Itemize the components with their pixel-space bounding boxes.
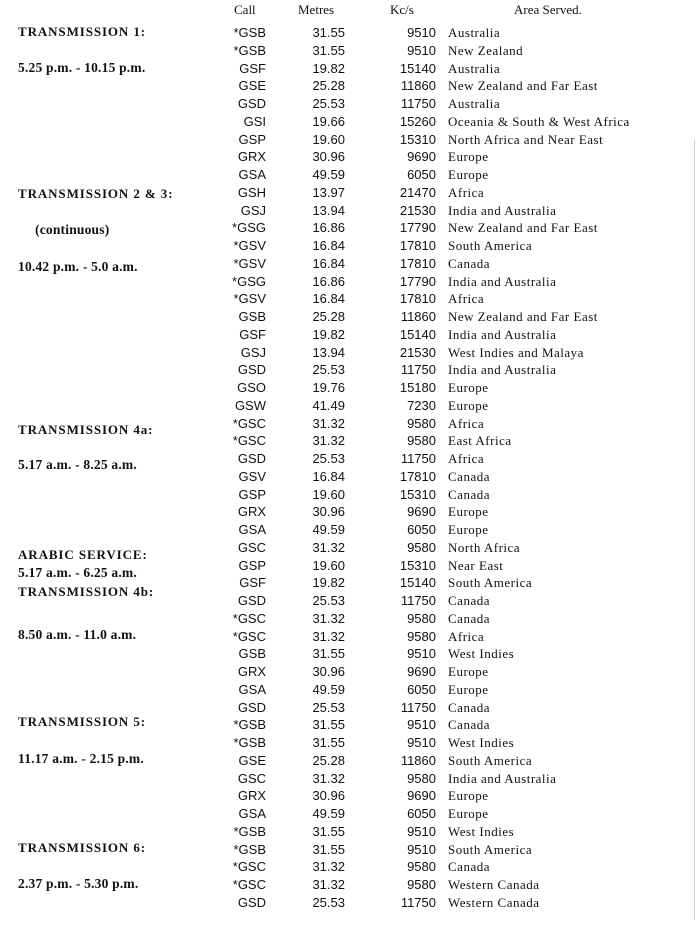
table-row xyxy=(0,877,700,895)
table-row xyxy=(0,504,700,522)
table-row xyxy=(0,416,700,434)
area-served: Australia xyxy=(448,25,501,40)
call-sign: GSB xyxy=(238,646,266,662)
label-transmission-6: TRANSMISSION 6: xyxy=(18,840,146,855)
table-row xyxy=(0,114,700,132)
frequency-kcs: 9510 xyxy=(407,717,436,733)
call-sign: *GSB xyxy=(233,735,266,750)
call-sign: *GSV xyxy=(233,255,266,271)
wavelength-metres: 31.55 xyxy=(312,735,345,750)
area-served: India and Australia xyxy=(448,326,557,342)
table-row xyxy=(0,291,700,309)
area-served: India and Australia xyxy=(448,202,557,218)
wavelength-metres: 13.94 xyxy=(312,202,345,218)
wavelength-metres: 13.94 xyxy=(312,344,345,360)
table-row xyxy=(0,362,700,380)
label-transmission-4b: TRANSMISSION 4b: xyxy=(18,584,155,599)
table-row xyxy=(0,345,700,363)
call-sign: *GSB xyxy=(233,823,266,839)
header-metres: Metres xyxy=(298,2,335,17)
call-sign: GSA xyxy=(238,522,266,537)
call-sign: GSD xyxy=(237,96,266,111)
call-sign: *GSC xyxy=(232,433,266,449)
table-row xyxy=(0,327,700,345)
frequency-kcs: 17810 xyxy=(399,468,436,484)
call-sign: *GSC xyxy=(232,877,266,892)
call-sign: GSW xyxy=(234,397,266,413)
frequency-kcs: 11750 xyxy=(400,96,436,111)
area-served: Africa xyxy=(448,291,485,307)
call-sign: GRX xyxy=(237,664,266,679)
frequency-kcs: 9580 xyxy=(407,539,436,555)
call-sign: GRX xyxy=(237,788,266,804)
header-area-served: Area Served. xyxy=(514,2,582,17)
table-row xyxy=(0,771,700,789)
wavelength-metres: 16.84 xyxy=(312,238,345,253)
area-served: Near East xyxy=(448,557,504,573)
area-served: Canada xyxy=(448,486,490,502)
frequency-kcs: 11750 xyxy=(400,699,436,715)
frequency-kcs: 11750 xyxy=(400,894,436,910)
area-served: North Africa xyxy=(448,539,521,555)
wavelength-metres: 19.82 xyxy=(312,60,345,76)
call-sign: GSJ xyxy=(240,344,266,360)
wavelength-metres: 16.86 xyxy=(312,220,345,236)
area-served: Europe xyxy=(448,681,489,697)
wavelength-metres: 31.32 xyxy=(312,415,345,431)
call-sign: GSD xyxy=(237,593,266,608)
wavelength-metres: 49.59 xyxy=(312,806,345,821)
area-served: Europe xyxy=(448,167,489,182)
table-row xyxy=(0,806,700,824)
table-row xyxy=(0,558,700,576)
wavelength-metres: 30.96 xyxy=(312,788,345,804)
wavelength-metres: 25.53 xyxy=(312,362,345,378)
label-arabic-service-time: 5.17 a.m. - 6.25 a.m. xyxy=(18,565,137,580)
table-row xyxy=(0,487,700,505)
area-served: Europe xyxy=(448,806,489,821)
area-served: Western Canada xyxy=(448,877,540,892)
call-sign: GSE xyxy=(238,78,266,94)
frequency-kcs: 17810 xyxy=(399,291,436,307)
area-served: India and Australia xyxy=(448,273,557,289)
frequency-kcs: 11750 xyxy=(400,362,436,378)
frequency-kcs: 9510 xyxy=(407,823,436,839)
table-row xyxy=(0,735,700,753)
frequency-kcs: 9510 xyxy=(407,735,436,750)
wavelength-metres: 31.32 xyxy=(312,539,345,555)
area-served: North Africa and Near East xyxy=(448,131,604,147)
table-row xyxy=(0,398,700,416)
area-served: New Zealand and Far East xyxy=(448,220,598,236)
area-served: New Zealand xyxy=(448,42,524,58)
area-served: Europe xyxy=(448,149,489,165)
area-served: New Zealand and Far East xyxy=(448,78,598,94)
area-served: Europe xyxy=(448,380,489,395)
frequency-kcs: 9690 xyxy=(407,664,436,679)
area-served: South America xyxy=(448,841,533,857)
wavelength-metres: 31.55 xyxy=(312,25,345,40)
table-row xyxy=(0,167,700,185)
area-served: South America xyxy=(448,238,533,253)
call-sign: GRX xyxy=(237,149,266,165)
frequency-kcs: 9580 xyxy=(407,628,436,644)
table-row xyxy=(0,824,700,842)
call-sign: GSA xyxy=(238,167,266,182)
call-sign: GSP xyxy=(238,557,266,573)
call-sign: *GSG xyxy=(232,273,266,289)
frequency-kcs: 15140 xyxy=(399,575,436,591)
frequency-kcs: 21530 xyxy=(399,202,436,218)
label-transmission-2-3-time: 10.42 p.m. - 5.0 a.m. xyxy=(18,259,138,274)
call-sign: GSD xyxy=(237,362,266,378)
call-sign: *GSB xyxy=(233,42,266,58)
call-sign: GSA xyxy=(238,806,266,821)
wavelength-metres: 16.86 xyxy=(312,273,345,289)
label-transmission-5-time: 11.17 a.m. - 2.15 p.m. xyxy=(18,751,144,766)
wavelength-metres: 31.32 xyxy=(312,610,345,626)
call-sign: *GSB xyxy=(233,25,266,40)
wavelength-metres: 31.32 xyxy=(312,877,345,892)
call-sign: GSF xyxy=(239,60,266,76)
call-sign: *GSC xyxy=(232,859,266,875)
area-served: Canada xyxy=(448,699,490,715)
frequency-kcs: 6050 xyxy=(407,806,436,821)
call-sign: GSO xyxy=(237,380,266,395)
frequency-kcs: 17790 xyxy=(399,220,436,236)
area-served: Canada xyxy=(448,610,490,626)
call-sign: GSD xyxy=(237,451,266,466)
wavelength-metres: 25.28 xyxy=(312,752,345,768)
area-served: Western Canada xyxy=(448,894,540,910)
area-served: Australia xyxy=(448,60,501,76)
area-served: West Indies xyxy=(448,823,515,839)
area-served: West Indies and Malaya xyxy=(448,344,584,360)
frequency-kcs: 9580 xyxy=(407,415,436,431)
wavelength-metres: 25.28 xyxy=(312,309,345,324)
table-row xyxy=(0,433,700,451)
area-served: Canada xyxy=(448,593,490,608)
table-row xyxy=(0,540,700,558)
area-served: Australia xyxy=(448,96,501,111)
table-row xyxy=(0,895,700,913)
frequency-kcs: 6050 xyxy=(407,522,436,537)
wavelength-metres: 31.32 xyxy=(312,859,345,875)
call-sign: *GSB xyxy=(233,841,266,857)
table-row xyxy=(0,185,700,203)
area-served: South America xyxy=(448,575,533,591)
frequency-kcs: 11750 xyxy=(400,451,436,466)
wavelength-metres: 31.55 xyxy=(312,823,345,839)
call-sign: GSD xyxy=(237,894,266,910)
frequency-kcs: 9580 xyxy=(407,433,436,449)
frequency-kcs: 9690 xyxy=(407,149,436,165)
call-sign: *GSV xyxy=(233,238,266,253)
area-served: Africa xyxy=(448,184,485,200)
header-call: Call xyxy=(234,2,256,17)
label-transmission-5: TRANSMISSION 5: xyxy=(18,714,146,729)
frequency-kcs: 9580 xyxy=(407,610,436,626)
frequency-kcs: 15260 xyxy=(399,113,436,129)
table-row xyxy=(0,575,700,593)
wavelength-metres: 16.84 xyxy=(312,291,345,307)
table-row xyxy=(0,203,700,221)
frequency-kcs: 9580 xyxy=(407,877,436,892)
call-sign: GSB xyxy=(238,309,266,324)
call-sign: GSP xyxy=(238,131,266,147)
table-row xyxy=(0,256,700,274)
label-arabic-service: ARABIC SERVICE: xyxy=(18,547,148,562)
call-sign: *GSB xyxy=(233,717,266,733)
call-sign: GSI xyxy=(243,113,266,129)
wavelength-metres: 19.82 xyxy=(312,575,345,591)
frequency-kcs: 9510 xyxy=(407,841,436,857)
table-row xyxy=(0,522,700,540)
table-row xyxy=(0,78,700,96)
call-sign: GSF xyxy=(239,326,266,342)
wavelength-metres: 25.53 xyxy=(312,699,345,715)
table-row xyxy=(0,646,700,664)
table-row xyxy=(0,43,700,61)
frequency-kcs: 9510 xyxy=(407,25,436,40)
frequency-kcs: 11860 xyxy=(400,78,436,94)
call-sign: *GSG xyxy=(232,220,266,236)
wavelength-metres: 31.55 xyxy=(312,42,345,58)
frequency-kcs: 9580 xyxy=(407,859,436,875)
call-sign: GSJ xyxy=(240,202,266,218)
table-row xyxy=(0,451,700,469)
label-transmission-1-time: 5.25 p.m. - 10.15 p.m. xyxy=(18,60,146,75)
area-served: New Zealand and Far East xyxy=(448,309,598,324)
table-row xyxy=(0,611,700,629)
wavelength-metres: 49.59 xyxy=(312,522,345,537)
frequency-kcs: 15180 xyxy=(399,380,436,395)
wavelength-metres: 31.55 xyxy=(312,717,345,733)
wavelength-metres: 49.59 xyxy=(312,167,345,182)
area-served: South America xyxy=(448,752,533,768)
area-served: India and Australia xyxy=(448,770,557,786)
table-row xyxy=(0,132,700,150)
table-row xyxy=(0,593,700,611)
frequency-kcs: 17810 xyxy=(399,255,436,271)
area-served: East Africa xyxy=(448,433,512,449)
table-row xyxy=(0,96,700,114)
call-sign: *GSC xyxy=(232,415,266,431)
wavelength-metres: 16.84 xyxy=(312,255,345,271)
area-served: Europe xyxy=(448,397,489,413)
area-served: Africa xyxy=(448,415,485,431)
wavelength-metres: 19.60 xyxy=(312,486,345,502)
label-transmission-1: TRANSMISSION 1: xyxy=(18,24,146,39)
table-row xyxy=(0,842,700,860)
frequency-kcs: 15310 xyxy=(399,486,436,502)
table-row xyxy=(0,238,700,256)
area-served: Europe xyxy=(448,664,489,679)
wavelength-metres: 19.60 xyxy=(312,557,345,573)
frequency-kcs: 21530 xyxy=(399,344,436,360)
call-sign: GRX xyxy=(237,504,266,520)
frequency-kcs: 11750 xyxy=(400,593,436,608)
call-sign: GSF xyxy=(239,575,266,591)
label-continuous: (continuous) xyxy=(35,222,110,237)
frequency-kcs: 17810 xyxy=(399,238,436,253)
call-sign: GSE xyxy=(238,752,266,768)
frequency-kcs: 11860 xyxy=(400,752,436,768)
wavelength-metres: 41.49 xyxy=(312,397,345,413)
frequency-kcs: 15310 xyxy=(399,131,436,147)
call-sign: GSH xyxy=(237,184,266,200)
frequency-kcs: 6050 xyxy=(407,681,436,697)
table-row xyxy=(0,380,700,398)
wavelength-metres: 31.55 xyxy=(312,841,345,857)
area-served: Africa xyxy=(448,628,485,644)
call-sign: GSD xyxy=(237,699,266,715)
table-row xyxy=(0,753,700,771)
area-served: Oceania & South & West Africa xyxy=(448,113,630,129)
wavelength-metres: 19.66 xyxy=(312,113,345,129)
frequency-kcs: 15310 xyxy=(399,557,436,573)
wavelength-metres: 30.96 xyxy=(312,664,345,679)
frequency-kcs: 15140 xyxy=(399,60,436,76)
table-row xyxy=(0,309,700,327)
wavelength-metres: 16.84 xyxy=(312,468,345,484)
frequency-kcs: 9690 xyxy=(407,504,436,520)
wavelength-metres: 25.53 xyxy=(312,96,345,111)
wavelength-metres: 30.96 xyxy=(312,149,345,165)
wavelength-metres: 30.96 xyxy=(312,504,345,520)
area-served: Canada xyxy=(448,717,490,733)
table-row xyxy=(0,717,700,735)
header-kcs: Kc/s xyxy=(390,2,414,17)
frequency-kcs: 6050 xyxy=(407,167,436,182)
call-sign: GSA xyxy=(238,681,266,697)
label-transmission-2-3: TRANSMISSION 2 & 3: xyxy=(18,186,174,201)
area-served: India and Australia xyxy=(448,362,557,378)
table-row xyxy=(0,220,700,238)
table-row xyxy=(0,25,700,43)
table-row xyxy=(0,274,700,292)
table-row xyxy=(0,664,700,682)
wavelength-metres: 13.97 xyxy=(312,184,345,200)
wavelength-metres: 25.28 xyxy=(312,78,345,94)
call-sign: *GSV xyxy=(233,291,266,307)
wavelength-metres: 31.32 xyxy=(312,628,345,644)
wavelength-metres: 19.76 xyxy=(312,380,345,395)
label-transmission-4a-time: 5.17 a.m. - 8.25 a.m. xyxy=(18,457,137,472)
table-row xyxy=(0,682,700,700)
area-served: Europe xyxy=(448,504,489,520)
frequency-kcs: 7230 xyxy=(407,397,436,413)
area-served: Canada xyxy=(448,255,490,271)
area-served: Canada xyxy=(448,859,490,875)
wavelength-metres: 25.53 xyxy=(312,451,345,466)
call-sign: GSV xyxy=(238,468,266,484)
frequency-kcs: 21470 xyxy=(399,184,436,200)
table-row xyxy=(0,788,700,806)
frequency-kcs: 9510 xyxy=(407,42,436,58)
table-row xyxy=(0,469,700,487)
table-row xyxy=(0,61,700,79)
table-row xyxy=(0,629,700,647)
table-row xyxy=(0,700,700,718)
call-sign: *GSC xyxy=(232,610,266,626)
wavelength-metres: 31.32 xyxy=(312,770,345,786)
label-transmission-4a: TRANSMISSION 4a: xyxy=(18,422,154,437)
call-sign: GSC xyxy=(237,539,266,555)
frequency-kcs: 9580 xyxy=(407,770,436,786)
area-served: Africa xyxy=(448,451,485,466)
area-served: West Indies xyxy=(448,735,515,750)
call-sign: GSC xyxy=(237,770,266,786)
table-row xyxy=(0,149,700,167)
wavelength-metres: 19.82 xyxy=(312,326,345,342)
frequency-kcs: 15140 xyxy=(399,326,436,342)
frequency-kcs: 9510 xyxy=(407,646,436,662)
area-served: Canada xyxy=(448,468,490,484)
wavelength-metres: 31.55 xyxy=(312,646,345,662)
frequency-kcs: 11860 xyxy=(400,309,436,324)
wavelength-metres: 25.53 xyxy=(312,894,345,910)
label-transmission-6-time: 2.37 p.m. - 5.30 p.m. xyxy=(18,876,139,891)
call-sign: GSP xyxy=(238,486,266,502)
area-served: Europe xyxy=(448,788,489,804)
wavelength-metres: 31.32 xyxy=(312,433,345,449)
wavelength-metres: 49.59 xyxy=(312,681,345,697)
wavelength-metres: 25.53 xyxy=(312,593,345,608)
wavelength-metres: 19.60 xyxy=(312,131,345,147)
label-transmission-4b-time: 8.50 a.m. - 11.0 a.m. xyxy=(18,627,137,642)
table-row xyxy=(0,859,700,877)
area-served: Europe xyxy=(448,522,489,537)
area-served: West Indies xyxy=(448,646,515,662)
frequency-kcs: 17790 xyxy=(399,273,436,289)
call-sign: *GSC xyxy=(232,628,266,644)
frequency-kcs: 9690 xyxy=(407,788,436,804)
